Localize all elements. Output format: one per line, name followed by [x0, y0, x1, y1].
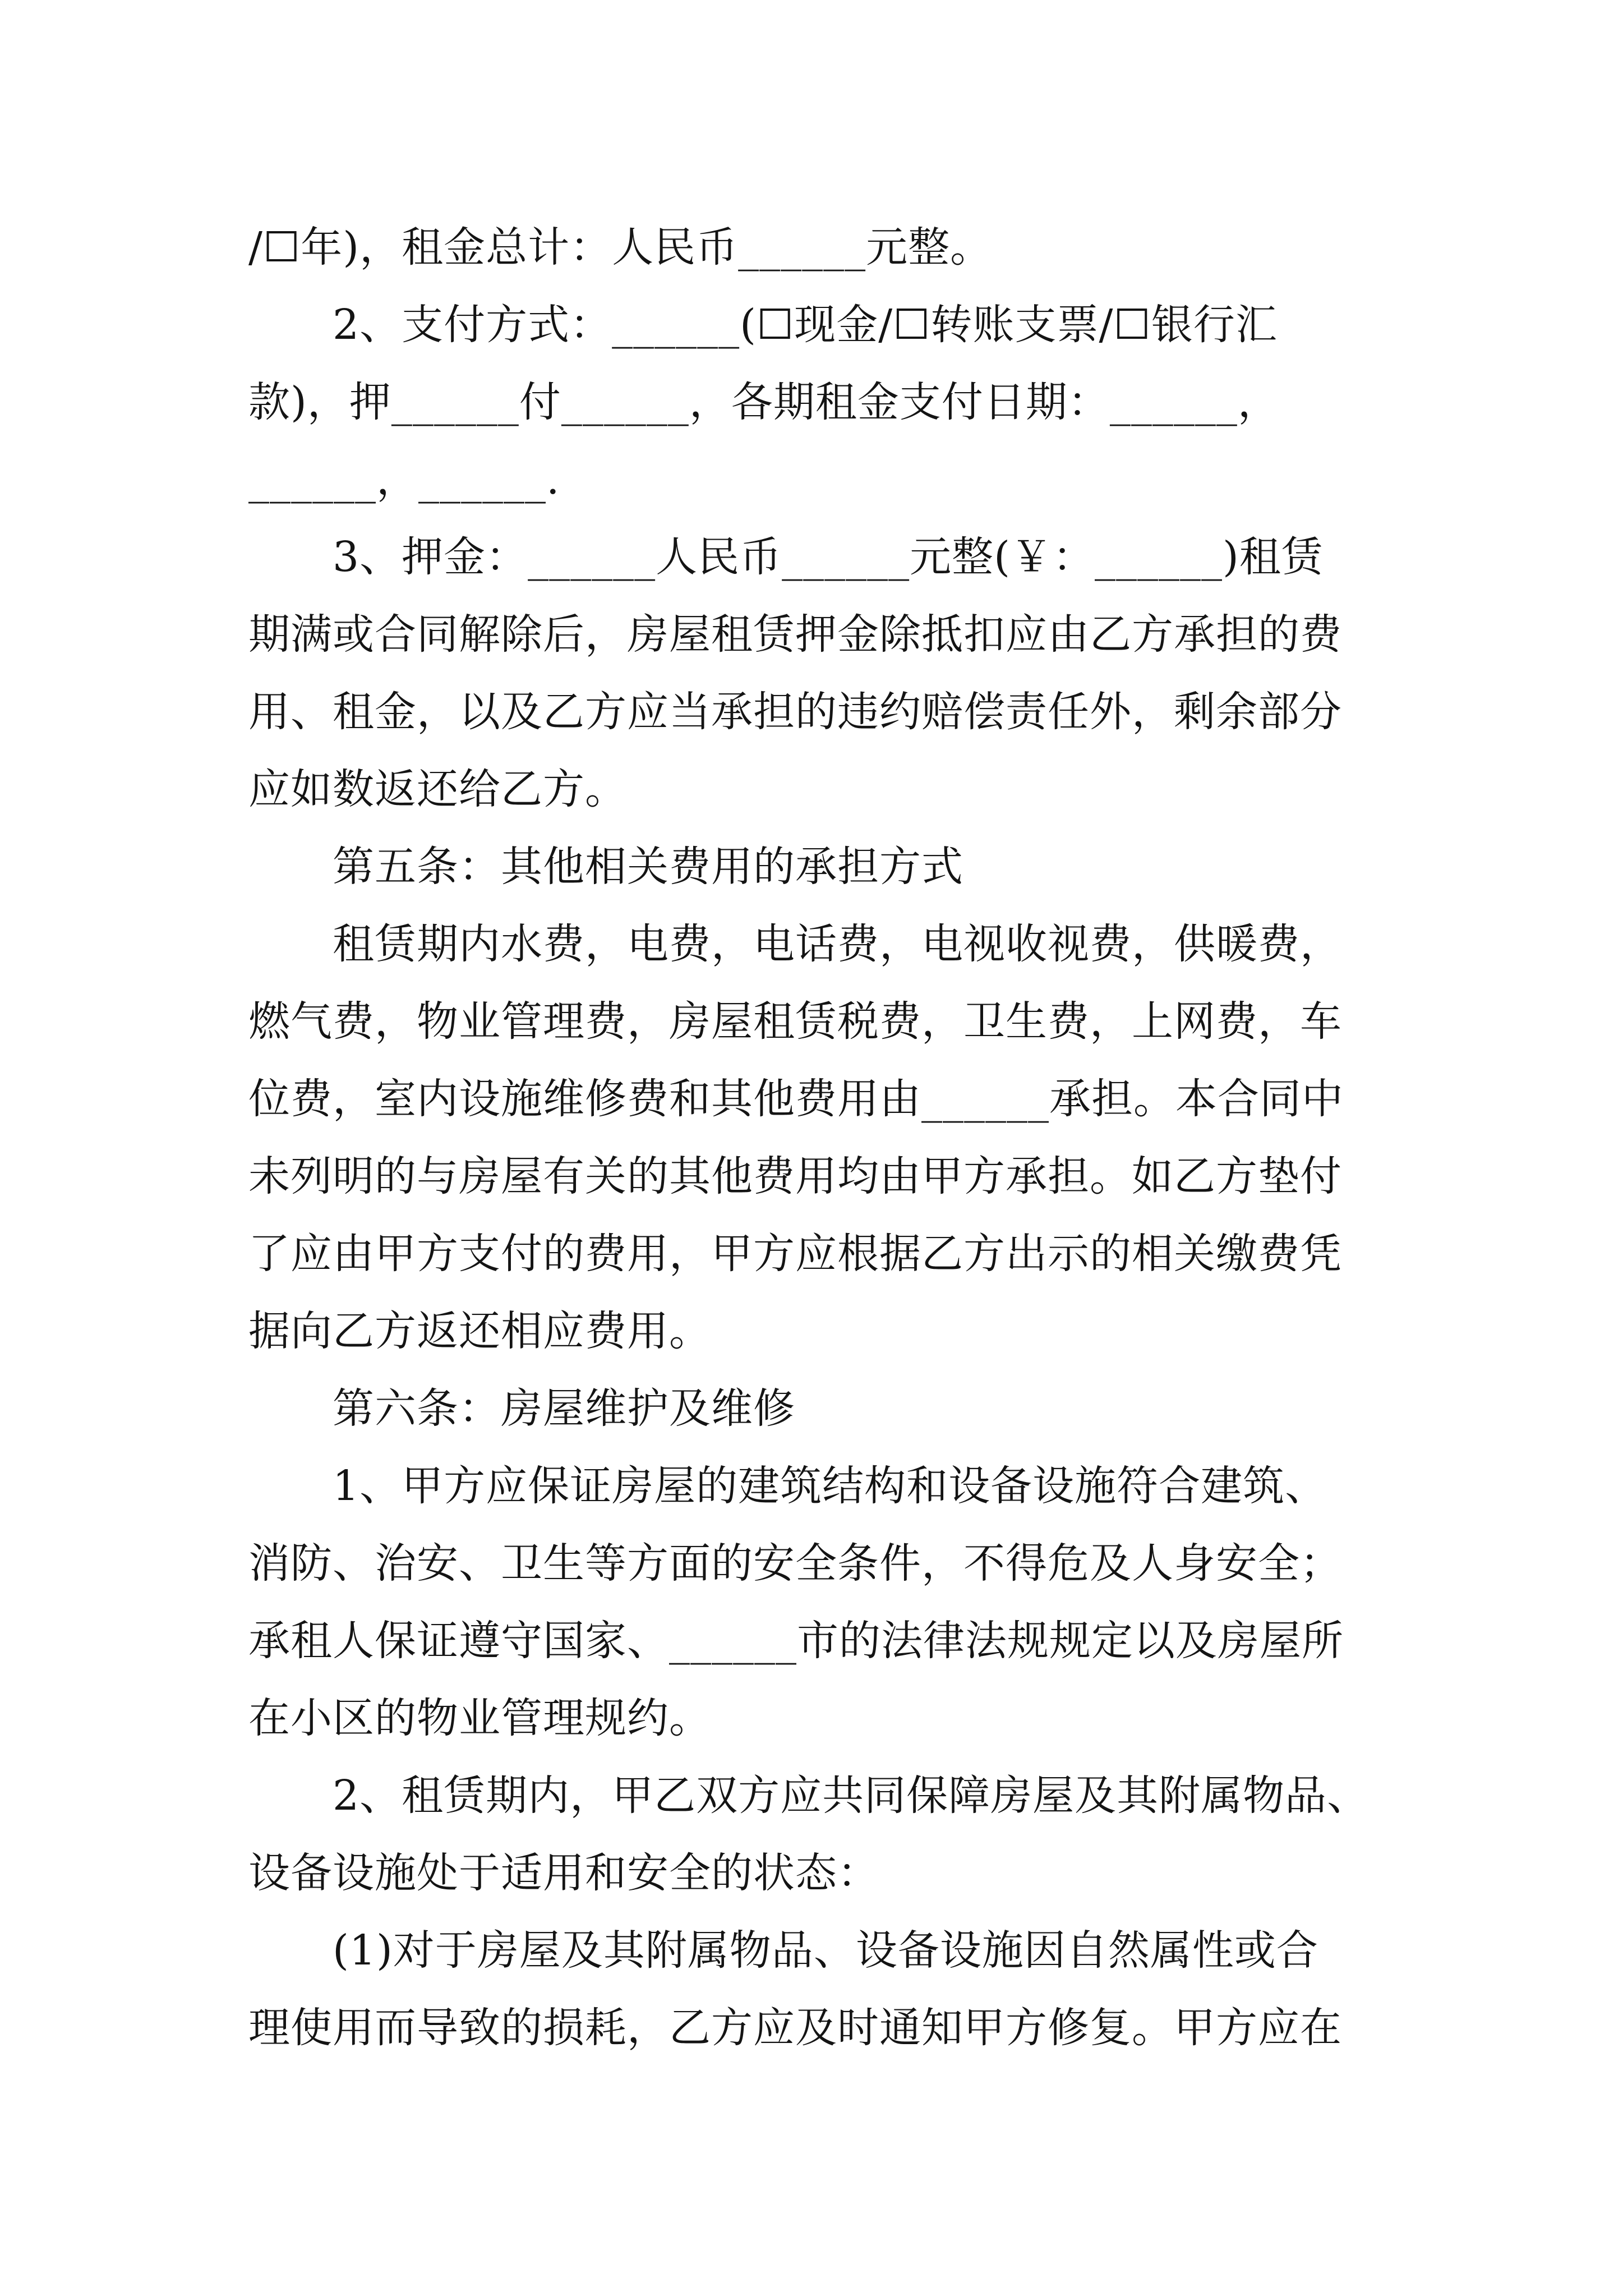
section-heading-article-5: 第五条：其他相关费用的承担方式 [333, 843, 963, 891]
text-line-23: (1)对于房屋及其附属物品、设备设施因自然属性或合 [333, 1926, 1318, 1975]
text-line-17: 1、甲方应保证房屋的建筑结构和设备设施符合建筑、 [333, 1462, 1327, 1510]
section-heading-article-6: 第六条：房屋维护及维修 [333, 1384, 795, 1433]
text-line-10: 租赁期内水费，电费，电话费，电视收视费，供暖费， [333, 920, 1342, 968]
text-line-24: 理使用而导致的损耗，乙方应及时通知甲方修复。甲方应在 [248, 2004, 1342, 2052]
text-line-19: 承租人保证遵守国家、______市的法律法规规定以及房屋所 [248, 1617, 1344, 1665]
text-line-18: 消防、治安、卫生等方面的安全条件，不得危及人身安全； [248, 1539, 1342, 1588]
text-line-22: 设备设施处于适用和安全的状态： [248, 1849, 879, 1897]
text-line-8: 应如数返还给乙方。 [248, 765, 627, 813]
text-line-14: 了应由甲方支付的费用，甲方应根据乙方出示的相关缴费凭 [248, 1230, 1342, 1278]
document-page [248, 209, 1404, 2067]
text-line-1: /☐年)，租金总计：人民币______元整。 [248, 223, 993, 272]
text-line-15: 据向乙方返还相应费用。 [248, 1307, 711, 1355]
text-line-13: 未列明的与房屋有关的其他费用均由甲方承担。如乙方垫付 [248, 1152, 1342, 1200]
text-line-4: ______，______. [248, 455, 560, 504]
text-line-11: 燃气费，物业管理费，房屋租赁税费，卫生费，上网费，车 [248, 997, 1342, 1046]
text-line-3: 款)，押______付______，各期租金支付日期：______， [248, 378, 1280, 426]
text-line-5: 3、押金：______人民币______元整(￥：______)租赁 [333, 533, 1324, 581]
text-line-12: 位费，室内设施维修费和其他费用由______承担。本合同中 [248, 1075, 1344, 1123]
text-line-7: 用、租金，以及乙方应当承担的违约赔偿责任外，剩余部分 [248, 688, 1342, 736]
text-line-21: 2、租赁期内，甲乙双方应共同保障房屋及其附属物品、 [333, 1772, 1370, 1820]
text-line-20: 在小区的物业管理规约。 [248, 1694, 711, 1742]
text-line-2: 2、支付方式：______(☐现金/☐转账支票/☐银行汇 [333, 301, 1278, 349]
text-line-6: 期满或合同解除后，房屋租赁押金除抵扣应由乙方承担的费 [248, 610, 1342, 659]
